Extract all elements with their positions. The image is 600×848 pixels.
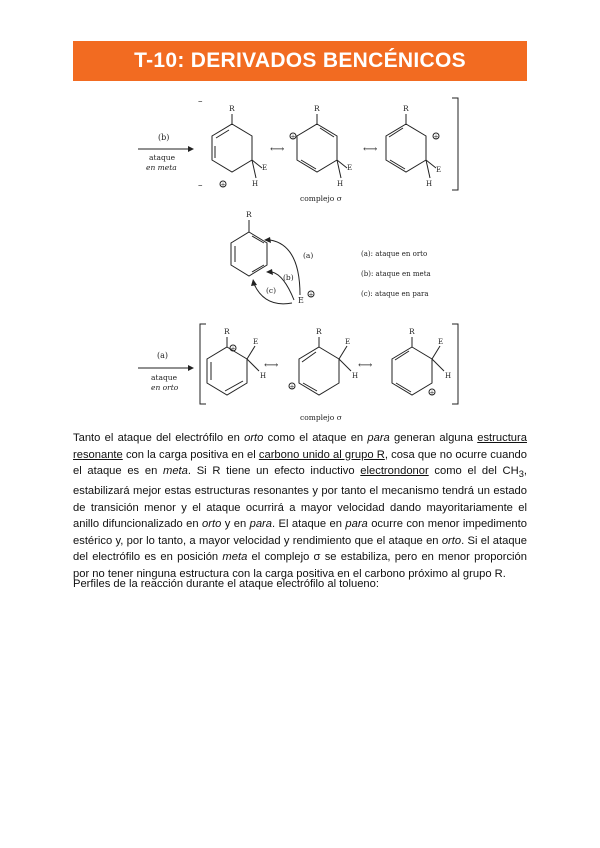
ortho-attack-row [138, 324, 458, 422]
meta-path-label: (b) [158, 133, 170, 142]
svg-text:⟷: ⟷ [264, 360, 279, 371]
svg-text:⟷: ⟷ [363, 144, 378, 155]
svg-text:+: + [230, 345, 236, 353]
svg-text:H: H [260, 372, 267, 380]
svg-text:H: H [426, 180, 433, 188]
svg-text:R: R [314, 104, 320, 113]
legend-para: (c): ataque en para [361, 290, 429, 298]
svg-text:–: – [198, 97, 203, 107]
svg-text:H: H [445, 372, 452, 380]
arrow-label-c: (c) [266, 286, 277, 295]
svg-text:–: – [198, 181, 203, 191]
ortho-sigma-complex-2 [289, 327, 358, 395]
legend-ortho: (a): ataque en orto [361, 250, 428, 258]
meta-arrow-caption-2: en meta [146, 163, 177, 172]
svg-text:+: + [289, 383, 295, 391]
electrophile-label: E [298, 296, 304, 305]
meta-caption: complejo σ [300, 194, 342, 203]
ortho-path-label: (a) [157, 351, 169, 360]
ortho-caption: complejo σ [300, 413, 342, 422]
ortho-arrow-caption-1: ataque [151, 373, 178, 382]
svg-text:H: H [352, 372, 359, 380]
svg-text:⟷: ⟷ [358, 360, 373, 371]
svg-text:R: R [316, 327, 322, 336]
svg-text:E: E [253, 338, 259, 346]
svg-text:+: + [433, 133, 439, 141]
arrow-label-b: (b) [283, 273, 294, 282]
svg-text:⟷: ⟷ [270, 144, 285, 155]
meta-attack-row [138, 97, 458, 203]
svg-text:E: E [345, 338, 351, 346]
ortho-sigma-complex-3 [392, 327, 451, 397]
svg-text:+: + [220, 181, 226, 189]
meta-arrow-caption-1: ataque [149, 153, 176, 162]
meta-sigma-complex-1 [212, 104, 267, 189]
svg-text:R: R [229, 104, 235, 113]
svg-text:R: R [246, 210, 252, 219]
svg-text:H: H [337, 180, 344, 188]
explanation-paragraph: Tanto el ataque del electrófilo en orto como el ataque en para generan alguna estructura resonante con la carga positiva en el carbono unido al grupo R, cosa que no ocurre cuando el ataque es en meta. Si R tiene un efecto inductivo electrondonor como el del $CH_3$, estabilizará mejor estas estructuras resonantes y por tanto el mecanismo tendrá un estado de transición menor y el ataque ocurrirá a mayor velocidad dando mayoritariamente el anillo difuncionalizado en orto y en para. El ataque en para ocurre con menor impedimento estérico y, por lo tanto, a mayor velocidad y rendimiento que el ataque en orto. Si el ataque del electrófilo es en posición meta el complejo σ se estabiliza, pero en menor proporción por no tener ninguna estructura con la carga positiva en el carbono próximo al grupo R. [73, 432, 527, 580]
legend-meta: (b): ataque en meta [361, 270, 431, 278]
ortho-arrow-caption-2: en orto [151, 383, 179, 392]
svg-text:+: + [308, 291, 314, 299]
attack-positions-scheme [231, 210, 431, 305]
svg-text:R: R [224, 327, 230, 336]
reaction-profiles-heading: Perfiles de la reacción durante el ataque electrófilo al tolueno: [73, 578, 379, 590]
svg-text:E: E [438, 338, 444, 346]
page-title: T-10: DERIVADOS BENCÉNICOS [134, 49, 466, 72]
ortho-sigma-complex-1 [207, 327, 266, 395]
meta-sigma-complex-3 [386, 104, 441, 188]
svg-text:E: E [347, 164, 353, 172]
svg-text:R: R [403, 104, 409, 113]
svg-text:R: R [409, 327, 415, 336]
meta-sigma-complex-2 [290, 104, 352, 188]
svg-text:+: + [290, 133, 296, 141]
svg-text:H: H [252, 180, 259, 188]
svg-text:E: E [436, 166, 442, 174]
svg-text:E: E [262, 164, 268, 172]
svg-text:+: + [429, 389, 435, 397]
arrow-label-a: (a) [303, 251, 314, 260]
